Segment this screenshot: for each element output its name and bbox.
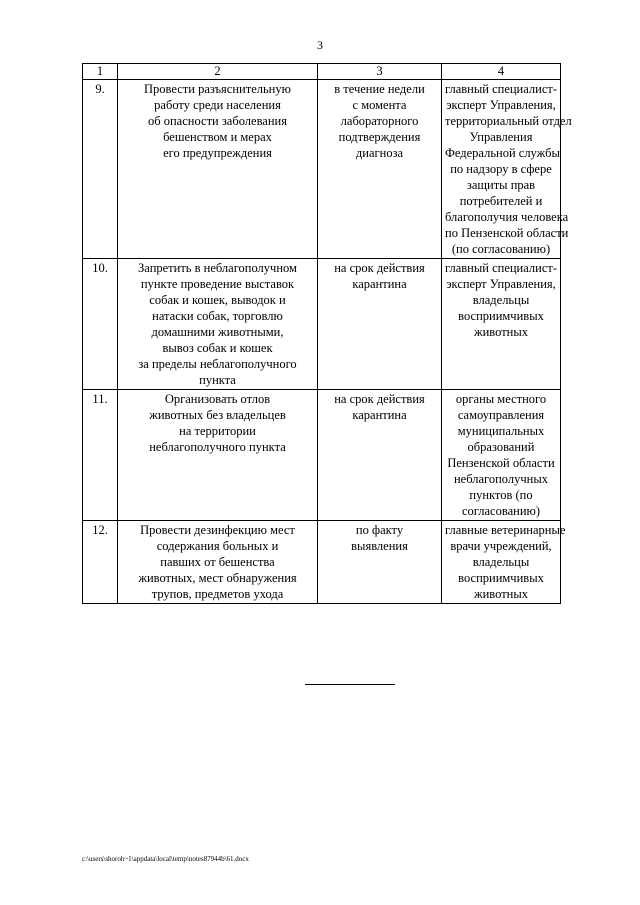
- row-number: 11.: [83, 390, 118, 521]
- term-line: карантина: [352, 277, 407, 291]
- term-line: в течение недели: [334, 82, 425, 96]
- action-line: пункте проведение выставок: [140, 277, 295, 291]
- action-line: натаски собак, торговлю: [152, 309, 283, 323]
- page-number: 3: [317, 38, 323, 52]
- action-line: Организовать отлов: [164, 392, 271, 406]
- action-line: пункта: [199, 373, 236, 387]
- responsible-line: (по согласованию): [451, 242, 551, 256]
- responsible-line: владельцы: [472, 293, 530, 307]
- action-line: его предупреждения: [163, 146, 272, 160]
- term-line: карантина: [352, 408, 407, 422]
- action-line: на территории: [179, 424, 256, 438]
- table-header-row: [83, 64, 561, 80]
- responsible-line: владельцы: [472, 555, 530, 569]
- term-line: лабораторного: [340, 114, 419, 128]
- table-body: [83, 80, 572, 604]
- action-line: собак и кошек, выводок и: [149, 293, 286, 307]
- responsible-cell: [442, 390, 561, 521]
- row-number: 12.: [83, 521, 118, 604]
- header-col-4: 4: [442, 64, 561, 80]
- responsible-line: животных: [473, 325, 529, 339]
- action-line: трупов, предметов ухода: [151, 587, 284, 601]
- action-line: животных, мест обнаружения: [138, 571, 297, 585]
- responsible-line: главные ветеринарные: [445, 523, 566, 537]
- file-path: c:\users\shoroh~1\appdata\local\temp\notes87944b\61.docx: [82, 855, 249, 863]
- action-cell: [118, 521, 318, 604]
- measures-table: [82, 63, 572, 604]
- term-line: выявления: [351, 539, 408, 553]
- responsible-line: территориальный отдел: [445, 114, 572, 128]
- row-number: 10.: [83, 259, 118, 390]
- responsible-line: муниципальных: [457, 424, 545, 438]
- responsible-line: эксперт Управления,: [446, 277, 556, 291]
- action-cell: [118, 80, 318, 259]
- action-line: вывоз собак и кошек: [162, 341, 273, 355]
- term-cell: [318, 80, 442, 259]
- responsible-line: органы местного: [455, 392, 547, 406]
- responsible-line: защиты прав: [466, 178, 536, 192]
- responsible-line: восприимчивых: [458, 309, 544, 323]
- term-cell: [318, 521, 442, 604]
- responsible-line: пунктов (по: [469, 488, 533, 502]
- responsible-line: главный специалист-: [445, 82, 558, 96]
- action-cell: [118, 390, 318, 521]
- action-line: домашними животными,: [151, 325, 284, 339]
- action-line: бешенством и мерах: [163, 130, 272, 144]
- header-col-1: 1: [83, 64, 118, 80]
- responsible-line: самоуправления: [457, 408, 545, 422]
- table-row: [83, 390, 561, 521]
- term-cell: [318, 390, 442, 521]
- term-line: диагноза: [355, 146, 404, 160]
- table-row: [83, 259, 561, 390]
- action-line: неблагополучного пункта: [149, 440, 286, 454]
- term-line: на срок действия: [334, 261, 425, 275]
- table-row: [83, 80, 561, 259]
- responsible-cell: [442, 259, 561, 390]
- responsible-line: благополучия человека: [445, 210, 569, 224]
- action-line: Провести разъяснительную: [144, 82, 291, 96]
- action-line: об опасности заболевания: [148, 114, 287, 128]
- responsible-line: согласованию): [461, 504, 541, 518]
- responsible-line: врачи учреждений,: [450, 539, 552, 553]
- action-line: содержания больных и: [156, 539, 279, 553]
- action-line: Запретить в неблагополучном: [138, 261, 297, 275]
- table-row: [83, 521, 561, 604]
- action-line: работу среди населения: [154, 98, 281, 112]
- responsible-line: потребителей и: [459, 194, 543, 208]
- term-line: с момента: [352, 98, 407, 112]
- responsible-line: по Пензенской области: [445, 226, 569, 240]
- closing-rule: [305, 684, 395, 685]
- responsible-line: эксперт Управления,: [446, 98, 556, 112]
- responsible-line: неблагополучных: [453, 472, 549, 486]
- responsible-line: Федеральной службы: [445, 146, 560, 160]
- header-col-3: 3: [318, 64, 442, 80]
- responsible-line: главный специалист-: [445, 261, 558, 275]
- term-line: подтверждения: [338, 130, 421, 144]
- term-cell: [318, 259, 442, 390]
- responsible-line: животных: [473, 587, 529, 601]
- action-cell: [118, 259, 318, 390]
- action-line: Провести дезинфекцию мест: [140, 523, 295, 537]
- term-line: на срок действия: [334, 392, 425, 406]
- responsible-line: восприимчивых: [458, 571, 544, 585]
- responsible-line: Пензенской области: [447, 456, 555, 470]
- responsible-line: по надзору в сфере: [450, 162, 552, 176]
- responsible-cell: [442, 80, 572, 259]
- action-line: животных без владельцев: [149, 408, 286, 422]
- term-line: по факту: [355, 523, 404, 537]
- responsible-line: образований: [467, 440, 535, 454]
- action-line: за пределы неблагополучного: [138, 357, 297, 371]
- header-col-2: 2: [118, 64, 318, 80]
- action-line: павших от бешенства: [160, 555, 275, 569]
- responsible-cell: [442, 521, 566, 604]
- responsible-line: Управления: [469, 130, 533, 144]
- row-number: 9.: [83, 80, 118, 259]
